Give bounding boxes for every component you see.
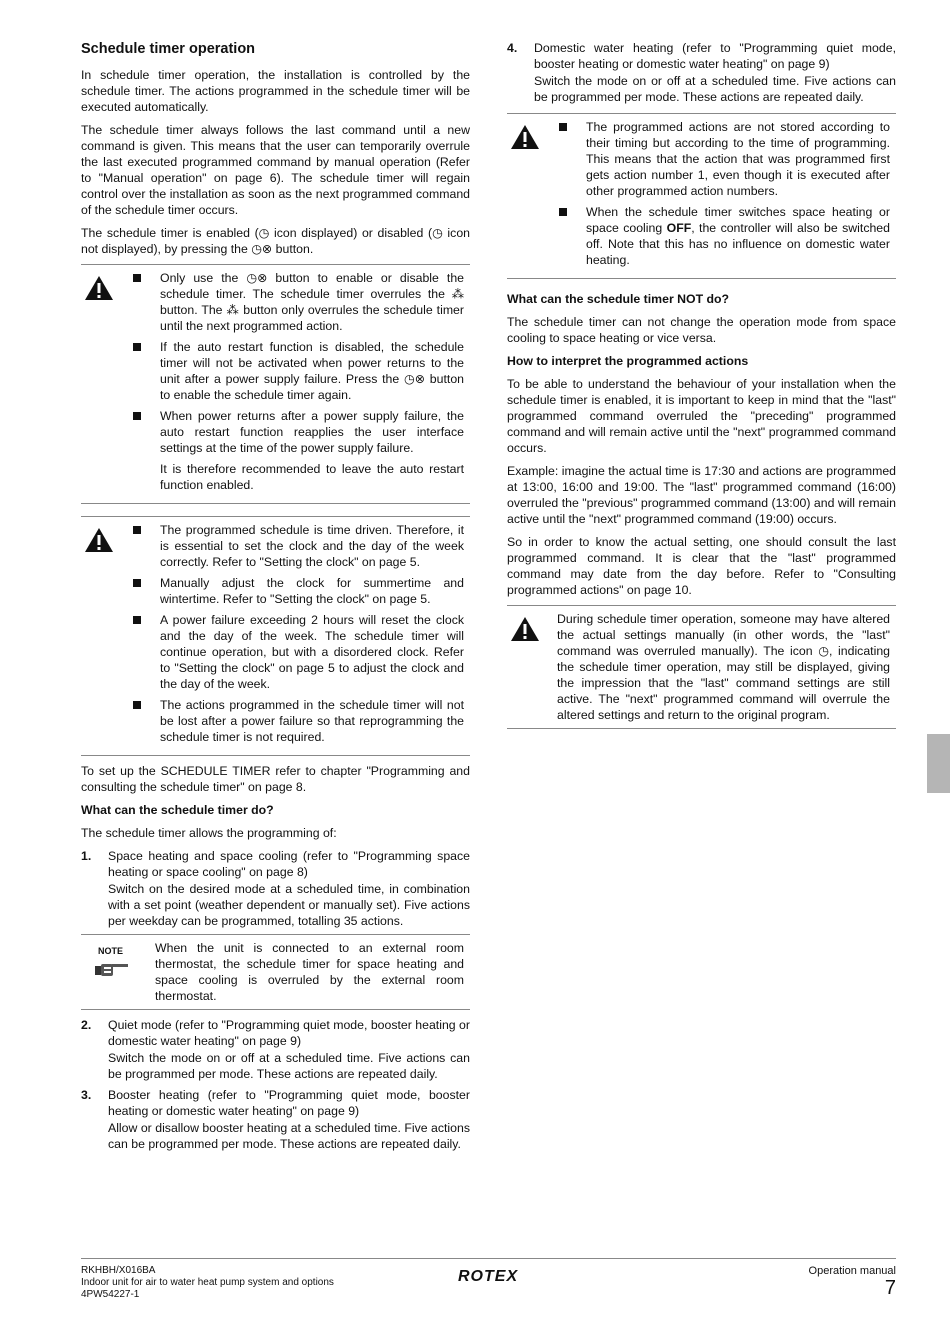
model-code: RKHBH/X016BA [81, 1265, 156, 1276]
not-do-heading: What can the schedule timer NOT do? [507, 292, 730, 306]
warning-box-1 [81, 264, 470, 504]
can-do-heading: What can the schedule timer do? [81, 803, 274, 817]
list-item [557, 204, 890, 268]
list-item: A power failure exceeding 2 hours will reset the clock and the day of the week. The schedule timer will continue operation, but with a disordered clock. Refer to "Setting the clock" on page 5 to adjust the clock and the day of the week. [131, 612, 464, 692]
item-description: Switch the mode on or off at a scheduled time. Five actions can be programmed per mode. These actions are repeated daily. [108, 1051, 470, 1081]
item-description: Switch the mode on or off at a scheduled time. Five actions can be programmed per mode. These actions are repeated daily. [534, 74, 896, 104]
warning-icon [84, 275, 114, 301]
warning-icon [510, 124, 540, 150]
product-description: Indoor unit for air to water heat pump system and options [81, 1277, 334, 1288]
not-do-text: The schedule timer can not change the operation mode from space cooling to space heating or vice versa. [507, 315, 896, 345]
item-heading: Quiet mode (refer to "Programming quiet mode, booster heating or domestic water heating" on page 9) [108, 1018, 470, 1048]
list-item: The programmed schedule is time driven. Therefore, it is essential to set the clock and the day of the week correctly. Refer to "Setting the clock" on page 5. [131, 522, 464, 570]
setup-paragraph: To set up the SCHEDULE TIMER refer to chapter "Programming and consulting the schedule timer" on page 8. [81, 764, 470, 794]
numbered-item-3 [81, 1087, 470, 1152]
warning-list-2 [131, 522, 470, 745]
pointing-hand-icon [95, 961, 129, 977]
rotex-logo: ROTEX [458, 1268, 519, 1285]
interpret-heading: How to interpret the programmed actions [507, 354, 749, 368]
warning-icon [84, 527, 114, 553]
list-item-continuation: It is therefore recommended to leave the auto restart function enabled. [160, 462, 464, 492]
list-item: Only use the ◷⊗ button to enable or disable the schedule timer. The schedule timer overrules the ⁂ button. The ⁂ button only overrules the schedule timer until the next programmed action. [131, 270, 464, 334]
intro-paragraph-3: The schedule timer is enabled (◷ icon displayed) or disabled (◷ icon not displayed), by pressing the ◷⊗ button. [81, 226, 470, 256]
intro-paragraph-2: The schedule timer always follows the last command until a new command is given. This means that the user can temporarily overrule the last executed programmed command by manual operation (Refer to "Manual operation" on page 6). The schedule timer will regain control over the installation as soon as the next programmed command of the schedule timer occurs. [81, 123, 470, 217]
can-do-intro: The schedule timer allows the programming of: [81, 826, 337, 840]
off-keyword: OFF [666, 221, 692, 235]
list-item-text: When the schedule timer switches space heating or space cooling [586, 205, 890, 235]
intro-paragraph-1: In schedule timer operation, the installation is controlled by the schedule timer. The actions programmed in the schedule timer will be executed automatically. [81, 68, 470, 114]
note-box [81, 934, 470, 1010]
footer-left [81, 1265, 334, 1301]
interpret-paragraph-3: So in order to know the actual setting, one should consult the last programmed command. It is clear that the "last" programmed command may date from the day before. Refer to "Consulting programmed actions" on page 10. [507, 535, 896, 597]
numbered-item-1 [81, 848, 470, 929]
warning-box-2 [81, 516, 470, 756]
page-number: 7 [884, 1277, 896, 1299]
numbered-item-2 [81, 1017, 470, 1082]
item-number: 2. [81, 1018, 92, 1032]
list-item: The programmed actions are not stored according to their timing but according to the time of programming. This means that the action that was programmed first gets action number 1, even though it is executed after other programmed action numbers. [557, 119, 890, 199]
warning-list-3 [557, 119, 896, 268]
page-footer [81, 1258, 896, 1300]
interpret-paragraph-2: Example: imagine the actual time is 17:30 and actions are programmed at 13:00, 16:00 and 19:00. The "last" programmed command (16:00) overruled the "previous" programmed command (13:00) and will remain active until the "next" programmed command (19:00) occurs. [507, 464, 896, 526]
item-heading: Space heating and space cooling (refer to "Programming space heating or space cooling" on page 8) [108, 849, 470, 879]
warning-box-4 [507, 605, 896, 729]
item-number: 4. [507, 41, 518, 55]
warning-list-1 [131, 270, 470, 493]
document-code: 4PW54227-1 [81, 1289, 140, 1300]
right-column [507, 40, 896, 736]
note-text: When the unit is connected to an external room thermostat, the schedule timer for space heating and space cooling is overruled by the external room thermostat. [155, 941, 464, 1003]
left-column [81, 40, 470, 1157]
chapter-side-tab [927, 734, 950, 793]
warning-box-3 [507, 113, 896, 279]
interpret-paragraph-1: To be able to understand the behaviour of your installation when the schedule timer is enabled, it is important to keep in mind that the "last" programmed command overruled the "preceding" programmed command and will remain active until the "next" programmed command occurs. [507, 377, 896, 455]
item-description: Allow or disallow booster heating at a scheduled time. Five actions can be programmed per mode. These actions are repeated daily. [108, 1121, 470, 1151]
manual-type: Operation manual [808, 1265, 896, 1277]
item-number: 3. [81, 1088, 92, 1102]
item-number: 1. [81, 849, 92, 863]
item-heading: Booster heating (refer to "Programming quiet mode, booster heating or domestic water heating" on page 9) [108, 1088, 470, 1118]
list-item: When power returns after a power supply failure, the auto restart function reapplies the user interface settings at the time of the power supply failure. [131, 408, 464, 456]
warning-text: During schedule timer operation, someone may have altered the actual settings manually (in other words, the "last" command was overruled manually). The icon ◷, indicating the schedule timer operation, may still be displayed, giving the impression that the "last" command settings are still active. The "next" programmed command will overrule the altered settings and return to the original program. [557, 612, 890, 722]
list-item: If the auto restart function is disabled, the schedule timer will not be activated when power returns to the unit after a power supply failure. Press the ◷⊗ button to enable the schedule timer again. [131, 339, 464, 403]
list-item: The actions programmed in the schedule timer will not be lost after a power failure so that reprogramming the schedule timer is not required. [131, 697, 464, 745]
note-label: NOTE [98, 946, 124, 956]
warning-icon [510, 616, 540, 642]
item-description: Switch on the desired mode at a scheduled time, in combination with a set point (weather dependent or manually set). Five actions per weekday can be programmed, totalling 35 actions. [108, 882, 470, 928]
section-title: Schedule timer operation [81, 41, 256, 57]
list-item: Manually adjust the clock for summertime and wintertime. Refer to "Setting the clock" on page 5. [131, 575, 464, 607]
item-heading: Domestic water heating (refer to "Programming quiet mode, booster heating or domestic water heating" on page 9) [534, 41, 896, 71]
numbered-item-4 [507, 40, 896, 105]
list-item-text: , the controller will also be switched off. Note that this has no influence on domestic water heating. [586, 221, 890, 267]
